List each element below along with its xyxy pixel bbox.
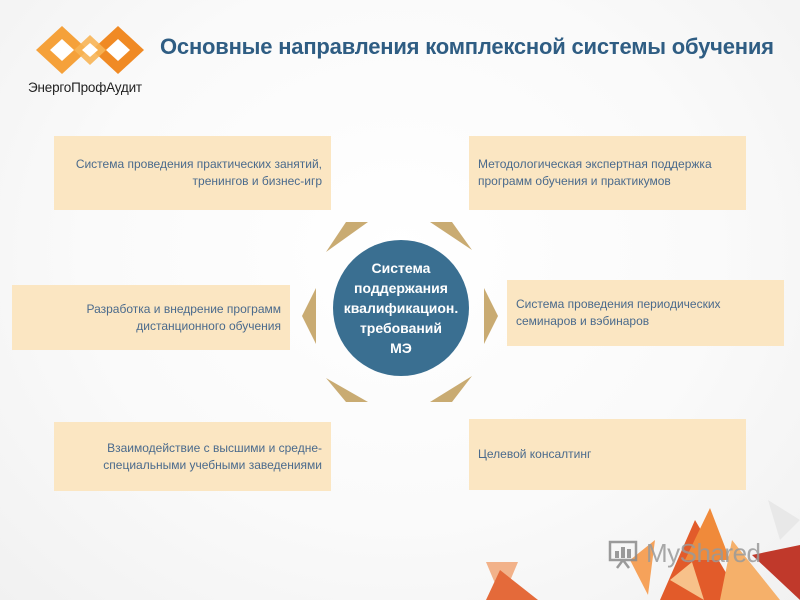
watermark xyxy=(608,538,761,569)
box-practical-sessions-label: Система проведения практических занятий, тренингов и бизнес-игр xyxy=(75,157,322,188)
box-seminars-webinars xyxy=(507,280,784,346)
arrow-top-left xyxy=(326,222,368,252)
box-distance-learning xyxy=(12,285,290,350)
box-practical-sessions xyxy=(54,136,331,210)
presentation-icon xyxy=(608,539,640,569)
logo-text: ЭнергоПрофАудит xyxy=(28,80,142,95)
center-hub-label: Система поддержания квалификацион. требований МЭ xyxy=(343,260,459,356)
watermark-text: MyShared xyxy=(646,538,761,568)
box-seminars-webinars-label: Система проведения периодических семинаров и вэбинаров xyxy=(516,297,721,328)
arrow-left xyxy=(302,288,316,344)
arrow-right xyxy=(484,288,498,344)
box-universities-cooperation xyxy=(54,422,331,491)
box-distance-learning-label: Разработка и внедрение программ дистанционного обучения xyxy=(86,301,281,333)
logo-infinity-icon xyxy=(30,22,150,78)
logo xyxy=(24,22,154,102)
box-methodological-support xyxy=(469,136,746,210)
arrow-bottom-right xyxy=(430,376,472,402)
box-methodological-support-label: Методологическая экспертная поддержка программ обучения и практикумов xyxy=(478,157,712,188)
arrow-bottom-left xyxy=(326,378,368,402)
box-targeted-consulting xyxy=(469,419,746,490)
box-targeted-consulting-label: Целевой консалтинг xyxy=(478,447,592,461)
arrow-top-right xyxy=(430,222,472,250)
box-universities-cooperation-label: Взаимодействие с высшими и средне- специальными учебными заведениями xyxy=(103,440,322,472)
page-title: Основные направления комплексной системы обучения xyxy=(160,34,774,59)
center-hub xyxy=(333,240,469,376)
